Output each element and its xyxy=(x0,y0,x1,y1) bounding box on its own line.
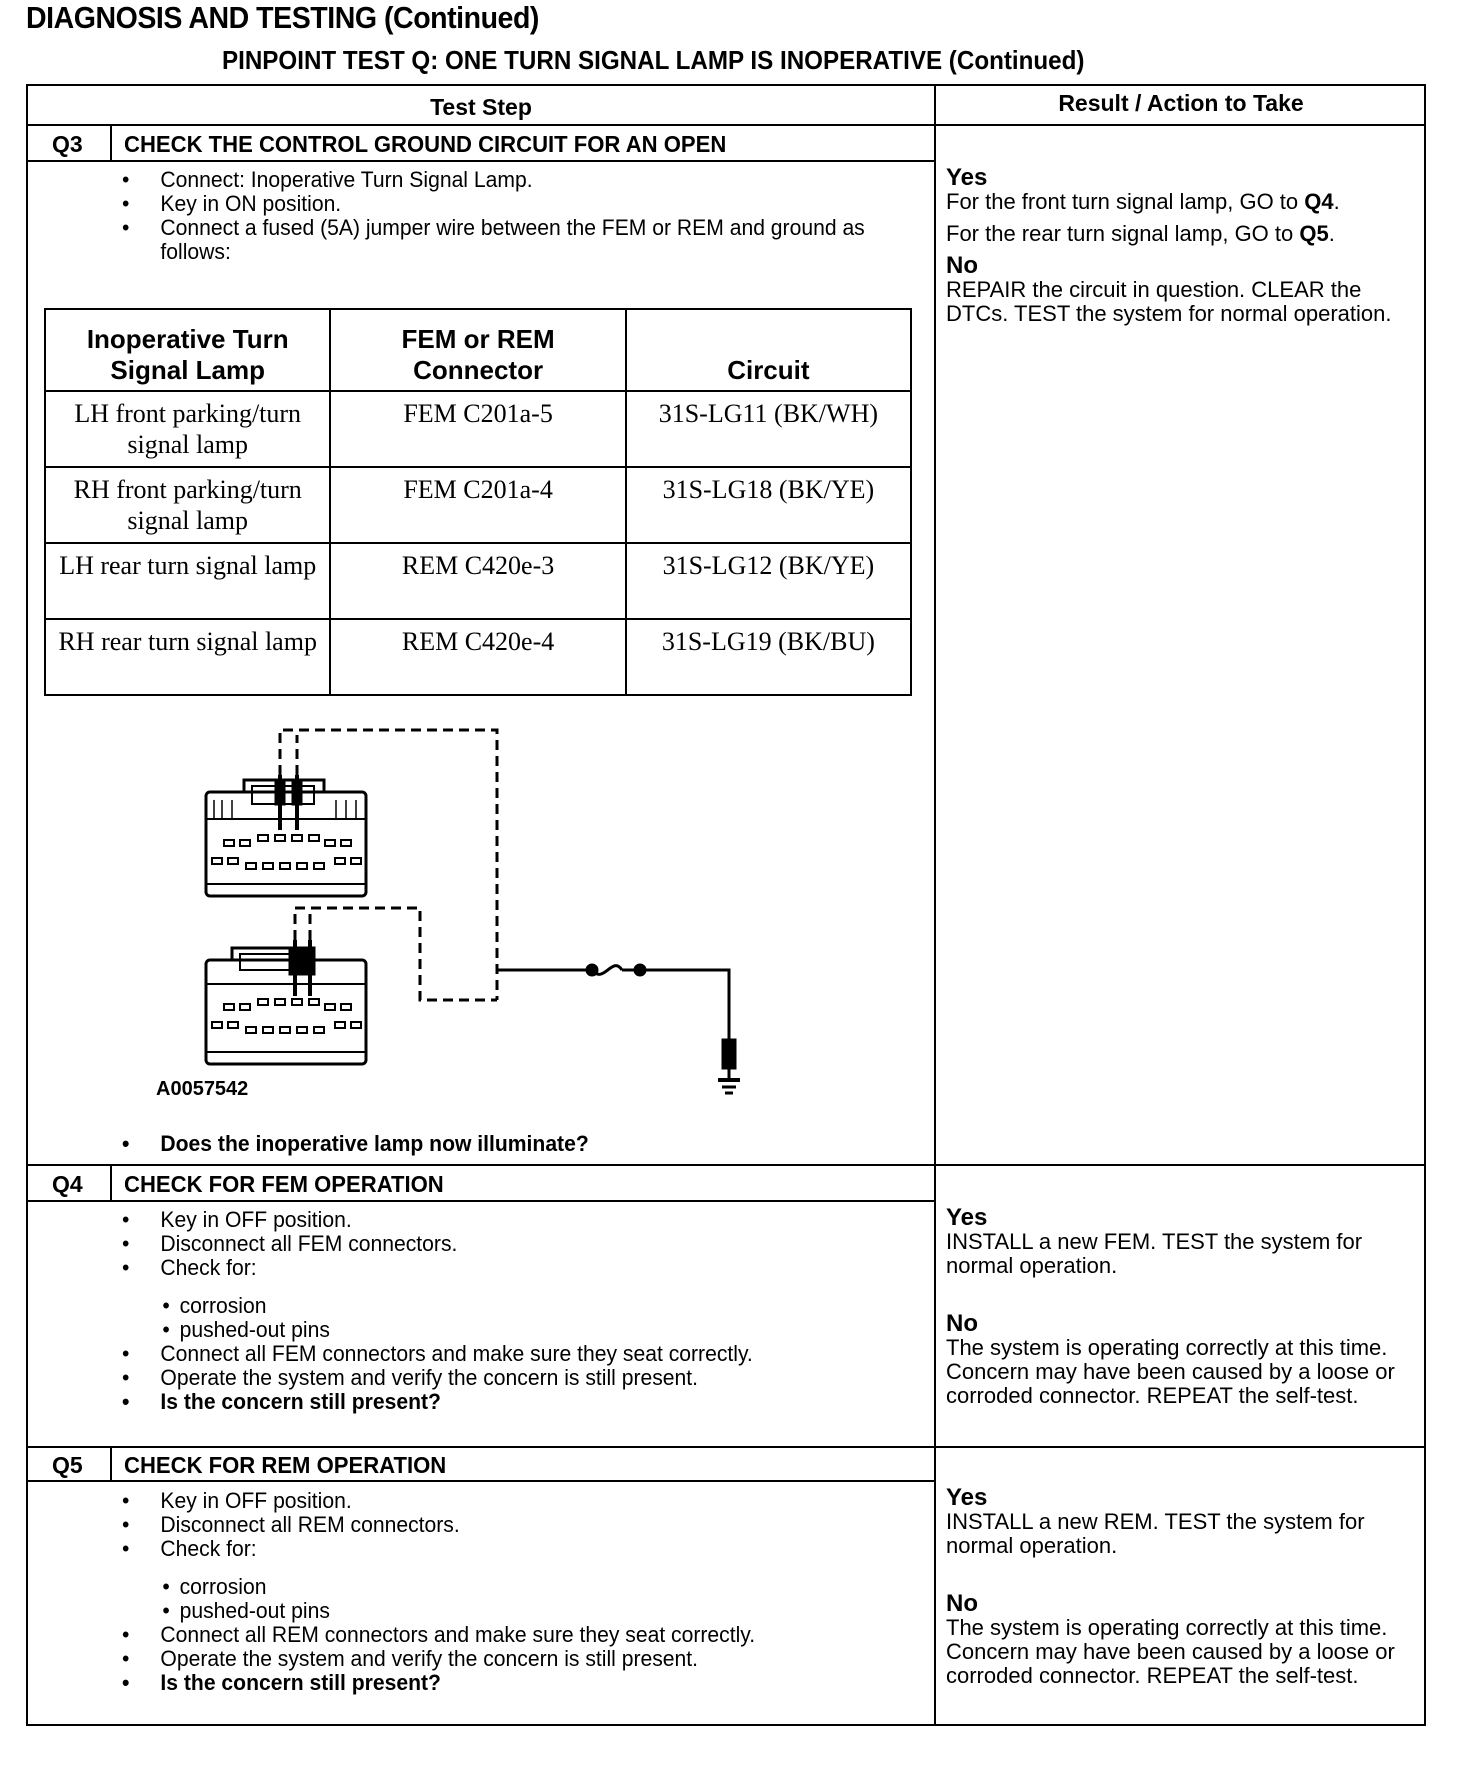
q5-top-divider xyxy=(26,1446,1426,1448)
check-item: • pushed-out pins xyxy=(122,1318,880,1342)
table-row xyxy=(45,619,911,695)
q4-top-divider xyxy=(26,1164,1426,1166)
no-action: REPAIR the circuit in question. CLEAR the DTCs. TEST the system for normal operation. xyxy=(946,277,1392,326)
rem-connector-icon xyxy=(206,940,366,1064)
cell-connector: REM C420e-3 xyxy=(330,543,625,619)
figure-id: A0057542 xyxy=(156,1078,249,1100)
yes-label: Yes xyxy=(946,164,988,191)
cell-lamp: LH front parking/turn signal lamp xyxy=(45,391,330,467)
q4-instructions xyxy=(122,1208,880,1414)
ground-icon xyxy=(718,1040,740,1093)
q5-id-divider xyxy=(110,1446,112,1482)
step-id-q5: Q5 xyxy=(52,1452,83,1478)
instruction-item: • Key in ON position. xyxy=(122,192,880,216)
cell-lamp: LH rear turn signal lamp xyxy=(45,543,330,619)
cell-lamp: RH rear turn signal lamp xyxy=(45,619,330,695)
cell-connector: FEM C201a-5 xyxy=(330,391,625,467)
no-action: The system is operating correctly at this time. Concern may have been caused by a loose or corroded connector. REPEAT the self-test. xyxy=(946,1335,1395,1408)
section-title: DIAGNOSIS AND TESTING (Continued) xyxy=(26,0,539,35)
question-item: • Is the concern still present? xyxy=(122,1390,880,1414)
q4-title-divider xyxy=(26,1200,936,1202)
cell-circuit: 31S-LG19 (BK/BU) xyxy=(626,619,911,695)
header-divider xyxy=(26,124,1426,126)
step-title-q5: CHECK FOR REM OPERATION xyxy=(124,1452,447,1478)
yes-action-rear: For the rear turn signal lamp, GO to Q5. xyxy=(946,221,1335,246)
q5-result xyxy=(946,1486,1424,1688)
table-row xyxy=(45,391,911,467)
check-item: • pushed-out pins xyxy=(122,1599,880,1623)
cell-connector: FEM C201a-4 xyxy=(330,467,625,543)
step-id-q4: Q4 xyxy=(52,1171,83,1197)
instruction-item: • Operate the system and verify the concern is still present. xyxy=(122,1366,880,1390)
step-title-q3: CHECK THE CONTROL GROUND CIRCUIT FOR AN OPEN xyxy=(124,131,727,157)
step-title-q4: CHECK FOR FEM OPERATION xyxy=(124,1171,444,1197)
q3-id-divider xyxy=(110,124,112,162)
col-header-lamp: Inoperative Turn Signal Lamp xyxy=(45,309,330,391)
yes-label: Yes xyxy=(946,1484,988,1511)
check-item: • corrosion xyxy=(122,1575,880,1599)
col-header-circuit: Circuit xyxy=(626,309,911,391)
cell-circuit: 31S-LG18 (BK/YE) xyxy=(626,467,911,543)
yes-action-front: For the front turn signal lamp, GO to Q4. xyxy=(946,189,1340,214)
table-row xyxy=(45,467,911,543)
col-header-connector: FEM or REM Connector xyxy=(330,309,625,391)
cell-circuit: 31S-LG12 (BK/YE) xyxy=(626,543,911,619)
instruction-item: • Connect a fused (5A) jumper wire between the FEM or REM and ground as follows: xyxy=(122,216,880,264)
table-row xyxy=(45,543,911,619)
no-action: The system is operating correctly at this time. Concern may have been caused by a loose or corroded connector. REPEAT the self-test. xyxy=(946,1615,1395,1688)
jumper-wire-diagram xyxy=(190,715,750,1095)
goto-q5-link[interactable]: Q5 xyxy=(1299,221,1329,246)
q3-title-divider xyxy=(26,160,936,162)
instruction-item: • Check for: xyxy=(122,1537,880,1561)
no-label: No xyxy=(946,1590,978,1617)
yes-label: Yes xyxy=(946,1204,988,1231)
header-test-step: Test Step xyxy=(430,94,532,120)
yes-action: INSTALL a new FEM. TEST the system for normal operation. xyxy=(946,1229,1363,1278)
instruction-item: • Connect all REM connectors and make sure they seat correctly. xyxy=(122,1623,880,1647)
fuse-icon xyxy=(497,965,729,1040)
circuit-table xyxy=(44,308,912,696)
instruction-item: • Connect: Inoperative Turn Signal Lamp. xyxy=(122,168,880,192)
question-item: • Is the concern still present? xyxy=(122,1671,880,1695)
circuit-table-header-row xyxy=(45,309,911,391)
pinpoint-test-title: PINPOINT TEST Q: ONE TURN SIGNAL LAMP IS INOPERATIVE (Continued) xyxy=(222,45,1085,75)
q5-instructions xyxy=(122,1489,880,1695)
q4-id-divider xyxy=(110,1164,112,1202)
instruction-item: • Disconnect all REM connectors. xyxy=(122,1513,880,1537)
q3-question xyxy=(122,1132,880,1156)
q3-result xyxy=(946,166,1424,326)
header-result: Result / Action to Take xyxy=(1058,90,1304,116)
cell-circuit: 31S-LG11 (BK/WH) xyxy=(626,391,911,467)
instruction-item: • Operate the system and verify the concern is still present. xyxy=(122,1647,880,1671)
instruction-item: • Connect all FEM connectors and make sure they seat correctly. xyxy=(122,1342,880,1366)
cell-connector: REM C420e-4 xyxy=(330,619,625,695)
q4-result xyxy=(946,1206,1424,1408)
cell-lamp: RH front parking/turn signal lamp xyxy=(45,467,330,543)
fem-connector-icon xyxy=(206,775,366,896)
check-item: • corrosion xyxy=(122,1294,880,1318)
no-label: No xyxy=(946,252,978,279)
instruction-item: • Key in OFF position. xyxy=(122,1208,880,1232)
goto-q4-link[interactable]: Q4 xyxy=(1304,189,1334,214)
no-label: No xyxy=(946,1310,978,1337)
q5-title-divider xyxy=(26,1480,936,1482)
step-id-q3: Q3 xyxy=(52,131,83,157)
instruction-item: • Disconnect all FEM connectors. xyxy=(122,1232,880,1256)
question-item: • Does the inoperative lamp now illuminate? xyxy=(122,1132,880,1156)
instruction-item: • Check for: xyxy=(122,1256,880,1280)
instruction-item: • Key in OFF position. xyxy=(122,1489,880,1513)
q3-instructions xyxy=(122,168,880,264)
yes-action: INSTALL a new REM. TEST the system for normal operation. xyxy=(946,1509,1365,1558)
